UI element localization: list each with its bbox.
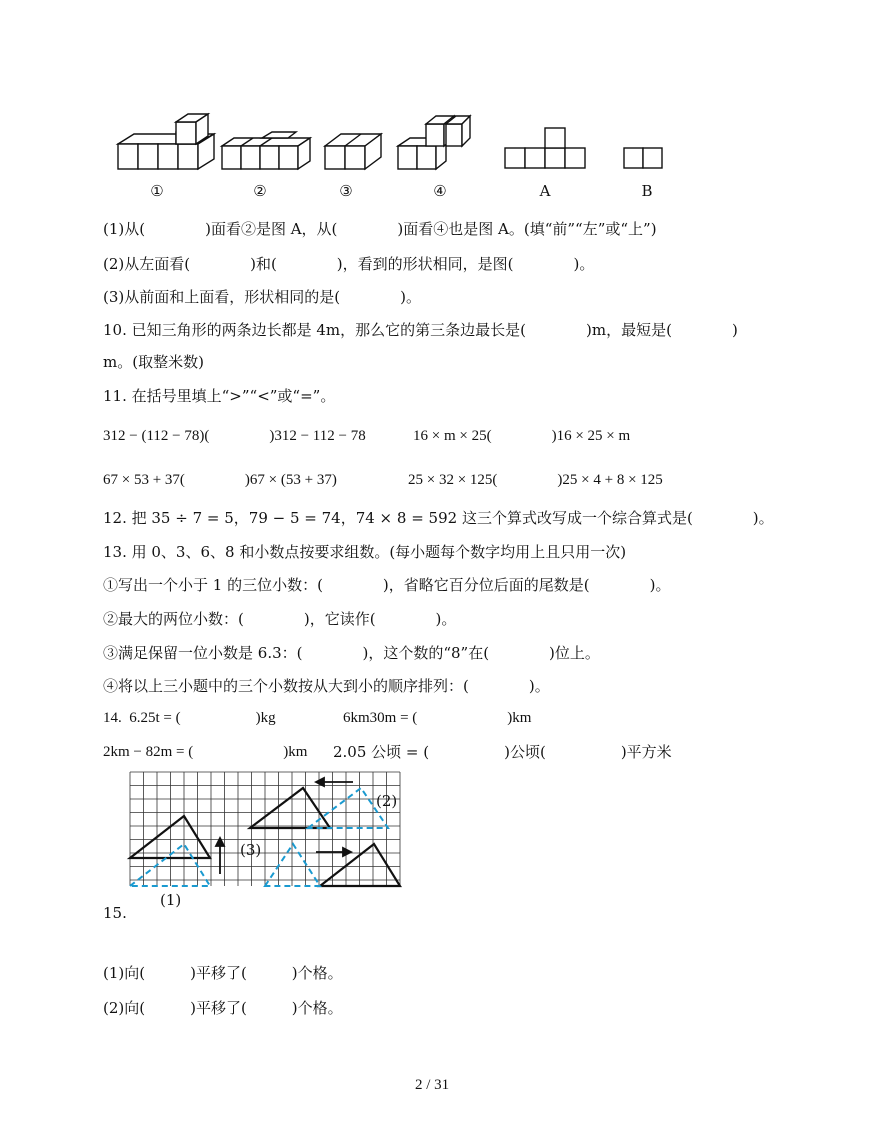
cube-figure-4 [398,116,470,169]
q13-line-1: ①写出一个小于 1 的三位小数：( )，省略它百分位后面的尾数是( )。 [103,576,671,594]
q10-line-2: m。(取整米数) [103,353,204,371]
q11-expression-2: 16 × m × 25( )16 × 25 × m [413,428,631,444]
cube-figure-3 [325,134,381,169]
q15-number: 15. [103,904,127,922]
grid-label-2: (2) [376,792,398,810]
figure-label-4: ④ [433,182,447,200]
q14-item-b: 6km30m = ( )km [343,710,532,726]
q9-line-3: (3)从前面和上面看，形状相同的是( )。 [103,288,421,306]
figure-label-1: ① [150,182,164,200]
grid-label-3: (3) [240,841,262,859]
view-figure-a [505,128,585,168]
q11-title: 11. 在括号里填上“>”“<”或“=”。 [103,387,336,405]
q9-line-1: (1)从( )面看②是图 A，从( )面看④也是图 A。(填“前”“左”或“上”) [103,220,657,238]
q11-expression-1: 312 − (112 − 78)( )312 − 112 − 78 [103,428,366,444]
q14-item-c: 2km − 82m = ( )km [103,744,308,760]
q15-line-1: (1)向( )平移了( )个格。 [103,964,343,982]
figure-label-2: ② [253,182,267,200]
q13-title: 13. 用 0、3、6、8 和小数点按要求组数。(每小题每个数字均用上且只用一次) [103,543,627,561]
cube-figure-2 [222,132,310,169]
figure-label-b: B [641,182,653,200]
figure-label-a: A [539,182,551,200]
q13-line-3: ③满足保留一位小数是 6.3：( )，这个数的“8”在( )位上。 [103,644,600,662]
q13-line-2: ②最大的两位小数：( )，它读作( )。 [103,610,457,628]
q14-item-a: 14. 6.25t = ( )kg [103,710,276,726]
view-figure-b [624,148,662,168]
page-number: 2 / 31 [415,1077,450,1093]
grid-label-1: (1) [160,891,182,909]
q11-expression-3: 67 × 53 + 37( )67 × (53 + 37) [103,472,337,488]
shape-1-original [130,816,210,858]
q10-line-1: 10. 已知三角形的两条边长都是 4m，那么它的第三条边最长是( )m，最短是( ) [103,321,738,339]
q12-text: 12. 把 35 ÷ 7 = 5，79 − 5 = 74，74 × 8 = 592 这三个算式改写成一个综合算式是( )。 [103,509,774,527]
q11-expression-4: 25 × 32 × 125( )25 × 4 + 8 × 125 [408,472,663,488]
q15-line-2: (2)向( )平移了( )个格。 [103,999,343,1017]
cube-figure-1 [118,114,214,169]
q13-line-4: ④将以上三小题中的三个小数按从大到小的顺序排列：( )。 [103,677,550,695]
q9-line-2: (2)从左面看( )和( )，看到的形状相同，是图( )。 [103,255,595,273]
q14-item-d: 2.05 公顷 = ( )公顷( )平方米 [333,743,672,761]
figure-label-3: ③ [339,182,353,200]
shape-2-original [250,788,330,828]
